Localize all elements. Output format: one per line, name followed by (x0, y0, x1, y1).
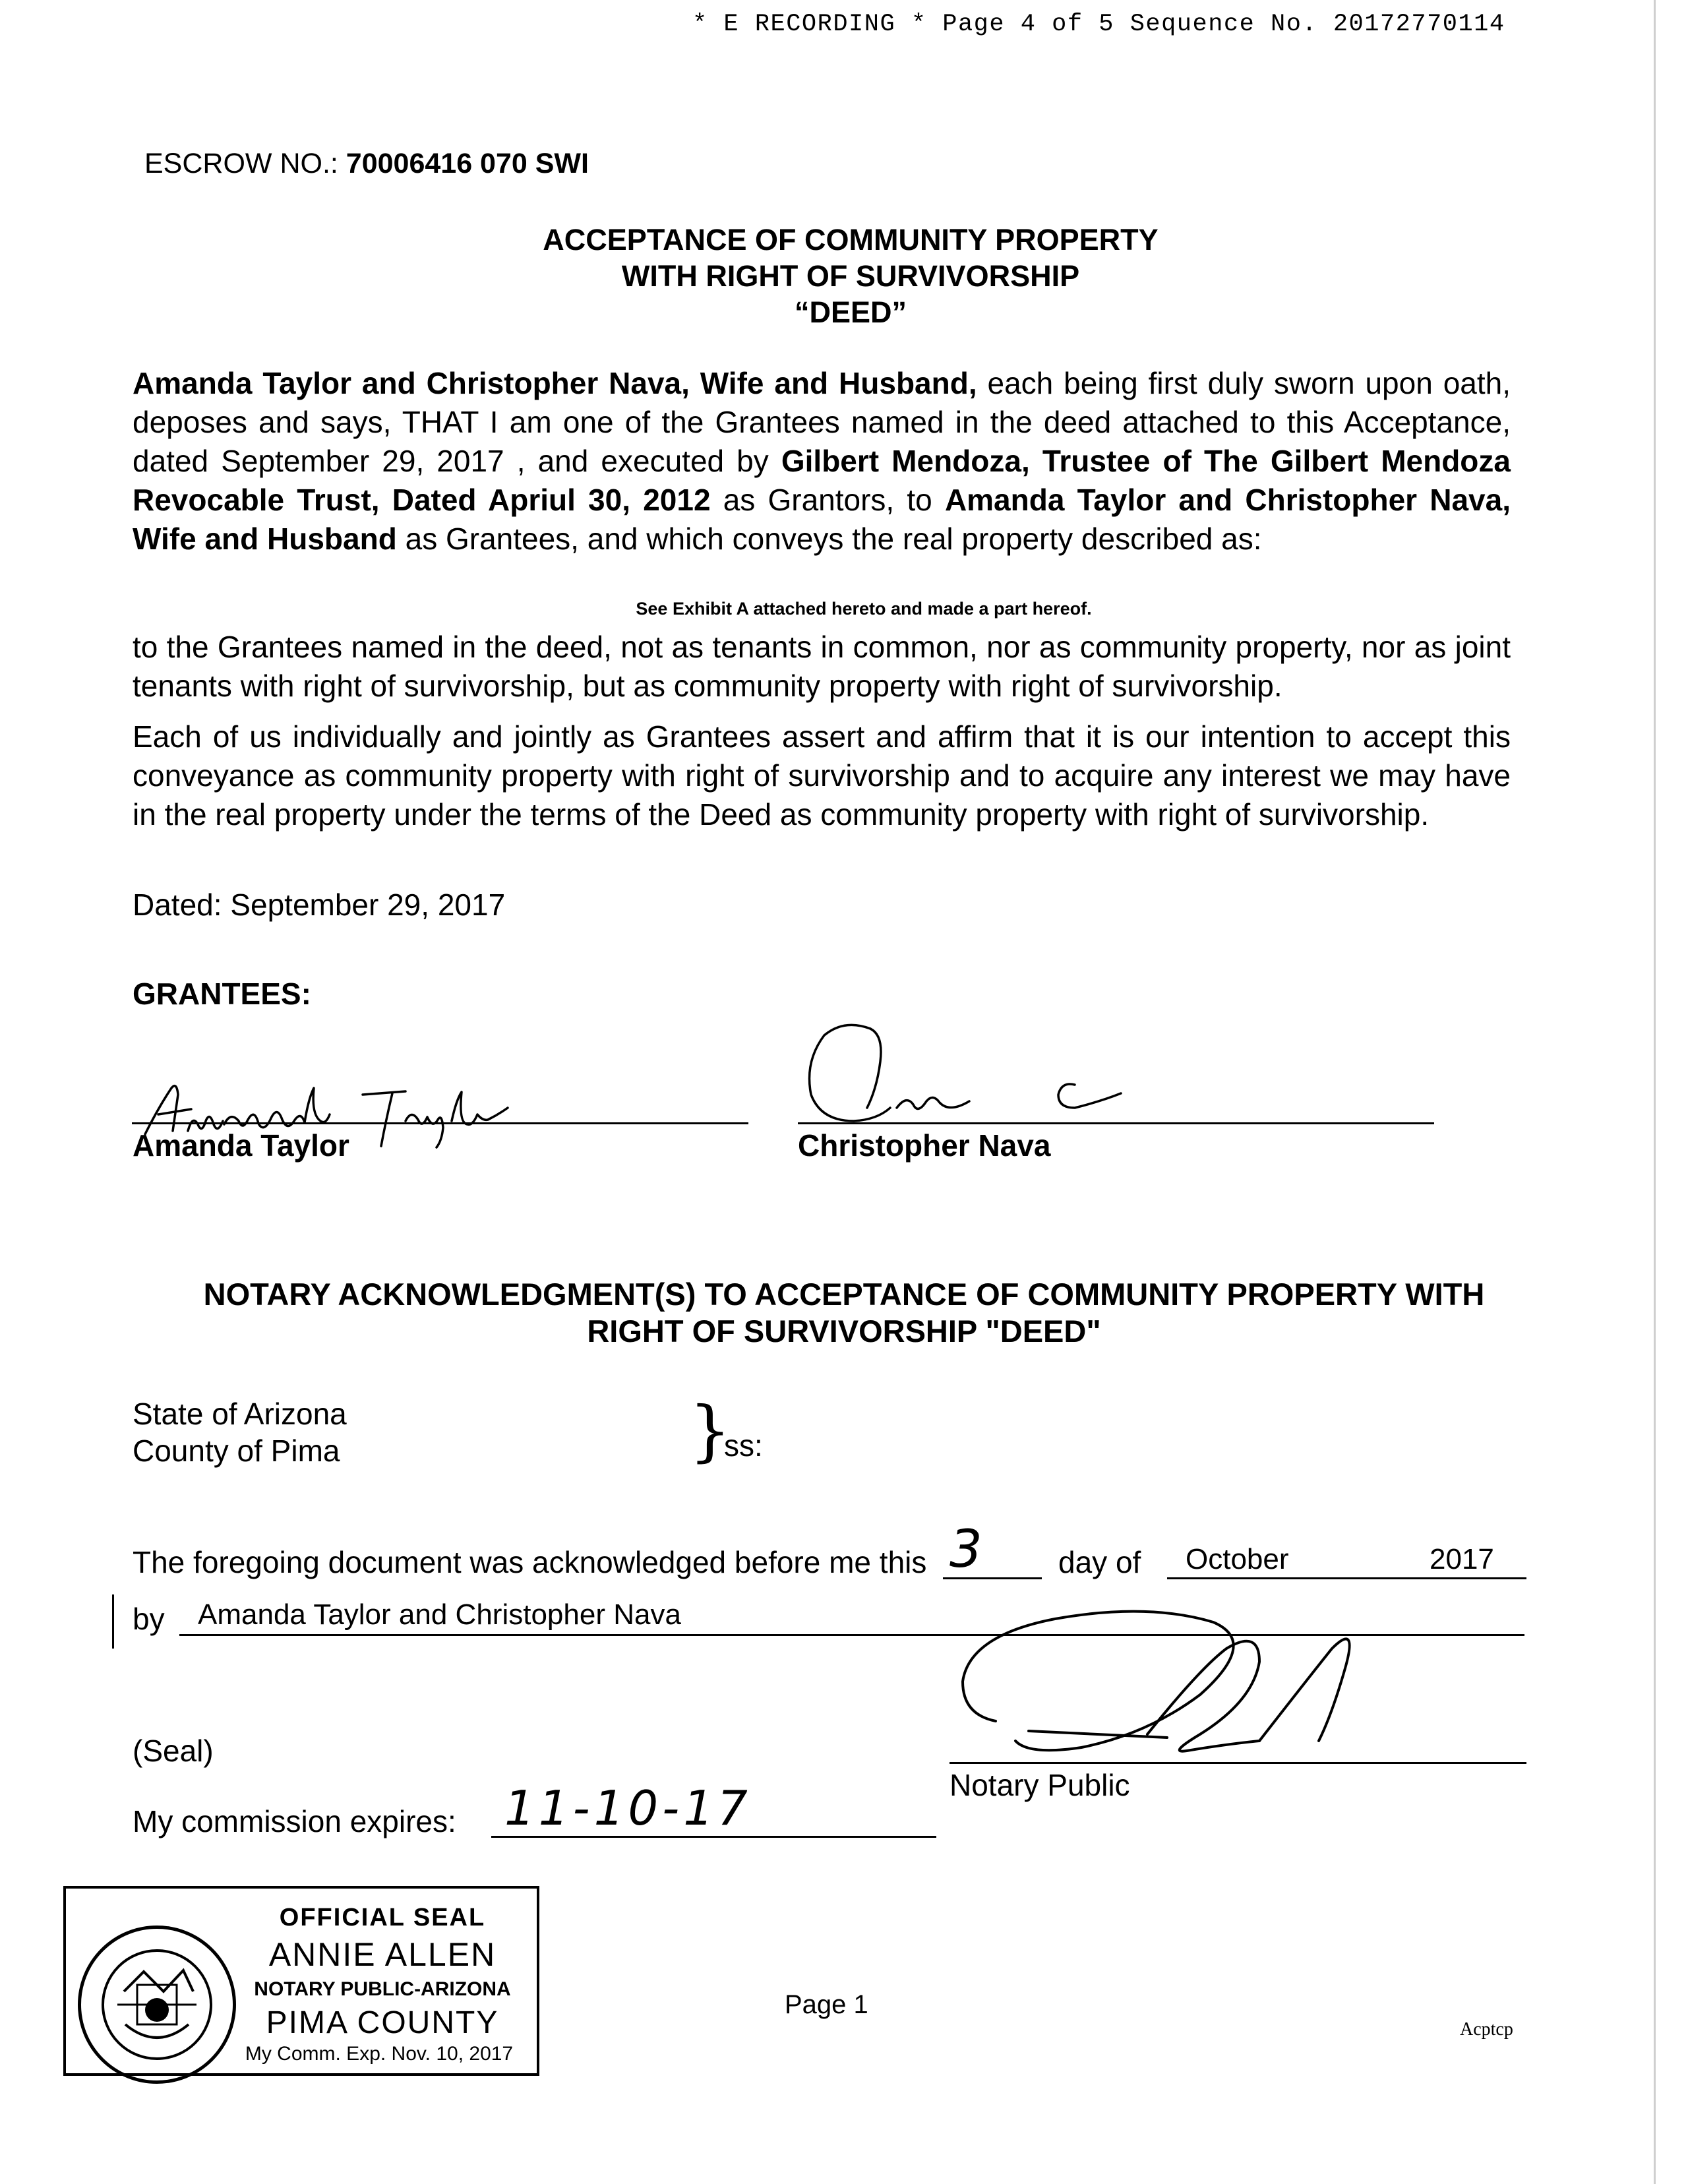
commission-date-handwritten: 11-10-17 (504, 1780, 752, 1836)
signature-line-amanda (132, 1122, 748, 1124)
day-of-label: day of (1058, 1545, 1141, 1579)
month-year-blank (1167, 1577, 1526, 1579)
signer-name-amanda: Amanda Taylor (133, 1128, 349, 1163)
recording-header: * E RECORDING * Page 4 of 5 Sequence No. 20172770114 (692, 11, 1505, 38)
venue-brace: } (689, 1392, 731, 1469)
by-label: by (133, 1602, 165, 1636)
day-handwritten: 3 (950, 1520, 982, 1579)
grantee-names-bold: Amanda Taylor and Christopher Nava, Wife and Husband, (133, 366, 977, 400)
state-seal-artwork (78, 1926, 236, 2084)
grantee-names-bold: Amanda Taylor and Christopher Nava, Wife and Husband (133, 483, 1511, 556)
grantees-heading: GRANTEES: (133, 977, 311, 1011)
title-line-3: “DEED” (794, 295, 907, 329)
intention-paragraph: Each of us individually and jointly as Grantees assert and affirm that it is our intention to accept this conveyance as community property with right of survivorship and to acquire any interest we may have in the real property under the terms of the Deed as community property with right of survivorship. (133, 719, 1511, 832)
document-title (396, 222, 1306, 330)
grantor-names-bold: Gilbert Mendoza, Trustee of The Gilbert Mendoza Revocable Trust, Dated Apriul 30, 2012 (133, 444, 1511, 517)
seal-commission-expiry: My Comm. Exp. Nov. 10, 2017 (245, 2043, 514, 2065)
exhibit-reference: See Exhibit A attached hereto and made a part hereof. (636, 599, 1092, 619)
affidavit-text: as Grantees, and which conveys the real property described as: (396, 522, 1262, 556)
escrow-value: 70006416 070 SWI (346, 148, 589, 179)
ss-label: ss: (724, 1428, 763, 1463)
margin-mark (112, 1594, 114, 1649)
notary-public-label: Notary Public (950, 1768, 1130, 1802)
tenancy-paragraph: to the Grantees named in the deed, not as tenants in common, nor as community property, nor as joint tenants with right of survivorship, but as community property with right of survivorship. (133, 630, 1511, 703)
seal-heading: OFFICIAL SEAL (279, 1904, 486, 1931)
signer-name-christopher: Christopher Nava (798, 1128, 1051, 1163)
acknowledged-by-names: Amanda Taylor and Christopher Nava (198, 1598, 681, 1631)
escrow-label: ESCROW NO.: (144, 148, 338, 179)
scan-edge-line (1654, 0, 1656, 2184)
form-code: Acptcp (1460, 2019, 1513, 2040)
affidavit-text: as Grantors, to (710, 483, 945, 517)
acknowledgment-text: The foregoing document was acknowledged before me this (133, 1545, 927, 1579)
year-value: 2017 (1430, 1543, 1494, 1575)
county-label: County of Pima (133, 1434, 340, 1468)
notary-signature-line (950, 1762, 1526, 1764)
christopher-nava-signature (791, 1009, 1200, 1134)
page-number: Page 1 (785, 1990, 868, 2019)
notary-title-line-1: NOTARY ACKNOWLEDGMENT(S) TO ACCEPTANCE OF COMMUNITY PROPERTY WITH (203, 1277, 1485, 1312)
dated-line: Dated: September 29, 2017 (133, 888, 506, 922)
notary-signature (950, 1602, 1378, 1767)
seal-county: PIMA COUNTY (266, 2005, 499, 2040)
commission-blank (491, 1836, 936, 1838)
notary-title-line-2: RIGHT OF SURVIVORSHIP "DEED" (587, 1314, 1101, 1349)
seal-notary-name: ANNIE ALLEN (268, 1936, 497, 1973)
title-line-2: WITH RIGHT OF SURVIVORSHIP (621, 259, 1080, 293)
month-value: October (1186, 1543, 1289, 1575)
state-label: State of Arizona (133, 1397, 347, 1431)
affidavit-paragraph (133, 364, 1511, 559)
affidavit-text: each being first duly sworn upon oath, deposes and says, THAT I am one of the Grantees named in the deed attached to this Acceptance, dated September 29, 2017 , and executed by (133, 366, 1511, 478)
escrow-number (144, 148, 589, 180)
signature-line-christopher (798, 1122, 1434, 1124)
title-line-1: ACCEPTANCE OF COMMUNITY PROPERTY (543, 223, 1159, 257)
commission-expires-label: My commission expires: (133, 1804, 456, 1838)
notary-acknowledgment-title (99, 1276, 1589, 1350)
seal-label: (Seal) (133, 1734, 214, 1768)
seal-notary-title: NOTARY PUBLIC-ARIZONA (254, 1978, 511, 2000)
